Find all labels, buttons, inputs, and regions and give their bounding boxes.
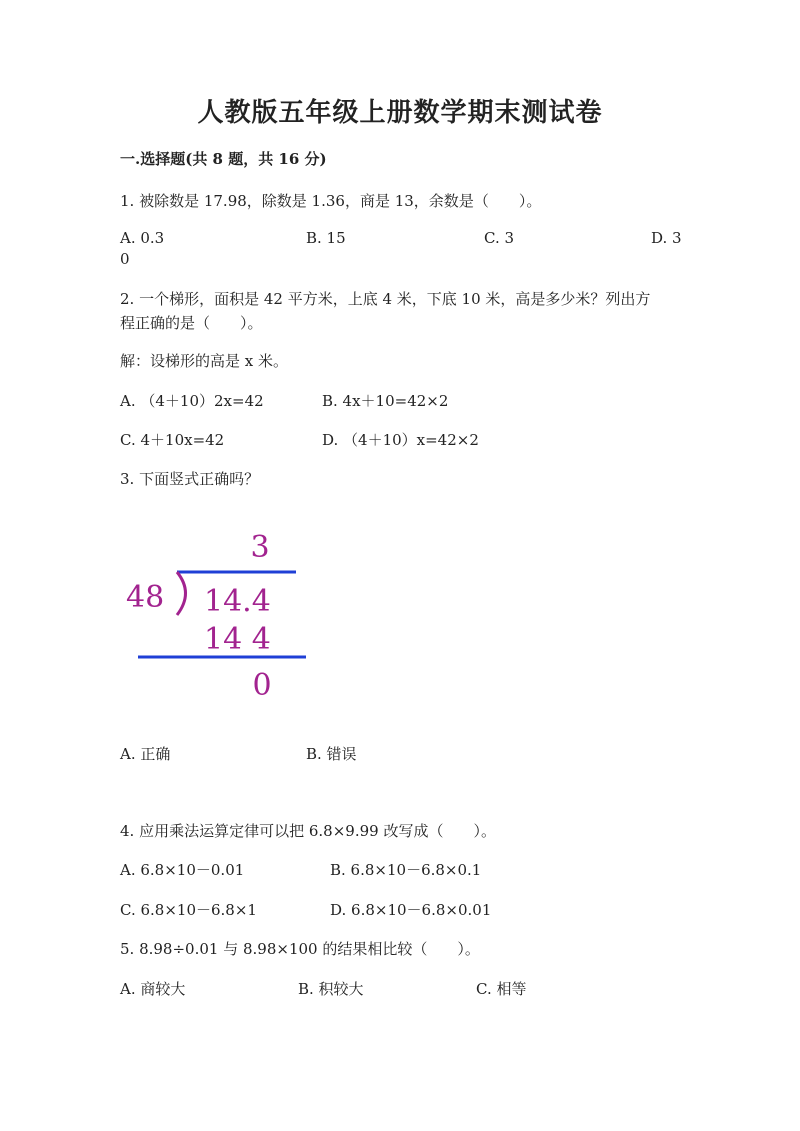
division-product: 14 4 bbox=[204, 622, 271, 657]
question-3-stem: 3. 下面竖式正确吗？ bbox=[120, 470, 260, 488]
q1-option-c[interactable]: C. 3 bbox=[484, 229, 515, 247]
q5-option-a[interactable]: A. 商较大 bbox=[120, 980, 186, 998]
q2-option-a[interactable]: A. （4＋10）2x=42 bbox=[120, 392, 264, 410]
q1-option-d[interactable]: D. 3 bbox=[651, 229, 682, 247]
q5-option-b[interactable]: B. 积较大 bbox=[298, 980, 364, 998]
question-5-stem: 5. 8.98÷0.01 与 8.98×100 的结果相比较（ ）。 bbox=[120, 940, 480, 958]
q1-option-d-wrap: 0 bbox=[120, 250, 130, 268]
q2-option-d[interactable]: D. （4＋10）x=42×2 bbox=[322, 431, 479, 449]
q3-option-a[interactable]: A. 正确 bbox=[120, 745, 171, 763]
q4-option-d[interactable]: D. 6.8×10－6.8×0.01 bbox=[330, 901, 492, 919]
q2-option-b[interactable]: B. 4x＋10=42×2 bbox=[322, 392, 449, 410]
q2-option-c[interactable]: C. 4＋10x=42 bbox=[120, 431, 225, 449]
question-2-stem-line1: 2. 一个梯形，面积是 42 平方米，上底 4 米，下底 10 米，高是多少米？列出方 bbox=[120, 290, 651, 308]
division-dividend: 14.4 bbox=[204, 584, 271, 619]
division-bracket bbox=[177, 572, 186, 615]
q4-option-c[interactable]: C. 6.8×10－6.8×1 bbox=[120, 901, 257, 919]
q4-option-b[interactable]: B. 6.8×10－6.8×0.1 bbox=[330, 861, 482, 879]
question-4-stem: 4. 应用乘法运算定律可以把 6.8×9.99 改写成（ ）。 bbox=[120, 822, 496, 840]
question-1-stem: 1. 被除数是 17.98，除数是 1.36，商是 13，余数是（ ）。 bbox=[120, 192, 542, 210]
q4-option-a[interactable]: A. 6.8×10－0.01 bbox=[120, 861, 245, 879]
q5-option-c[interactable]: C. 相等 bbox=[476, 980, 527, 998]
page-title: 人教版五年级上册数学期末测试卷 bbox=[197, 98, 603, 128]
q1-option-a[interactable]: A. 0.3 bbox=[120, 229, 165, 247]
section-heading: 一.选择题(共 8 题，共 16 分) bbox=[120, 150, 327, 168]
question-2-stem-line2: 程正确的是（ ）。 bbox=[120, 314, 263, 332]
question-2-solution: 解：设梯形的高是 x 米。 bbox=[120, 352, 288, 370]
division-remainder: 0 bbox=[252, 668, 272, 703]
long-division-figure bbox=[120, 525, 320, 705]
division-divisor: 48 bbox=[126, 580, 165, 615]
q3-option-b[interactable]: B. 错误 bbox=[306, 745, 357, 763]
q1-option-b[interactable]: B. 15 bbox=[306, 229, 346, 247]
division-quotient: 3 bbox=[250, 530, 270, 565]
